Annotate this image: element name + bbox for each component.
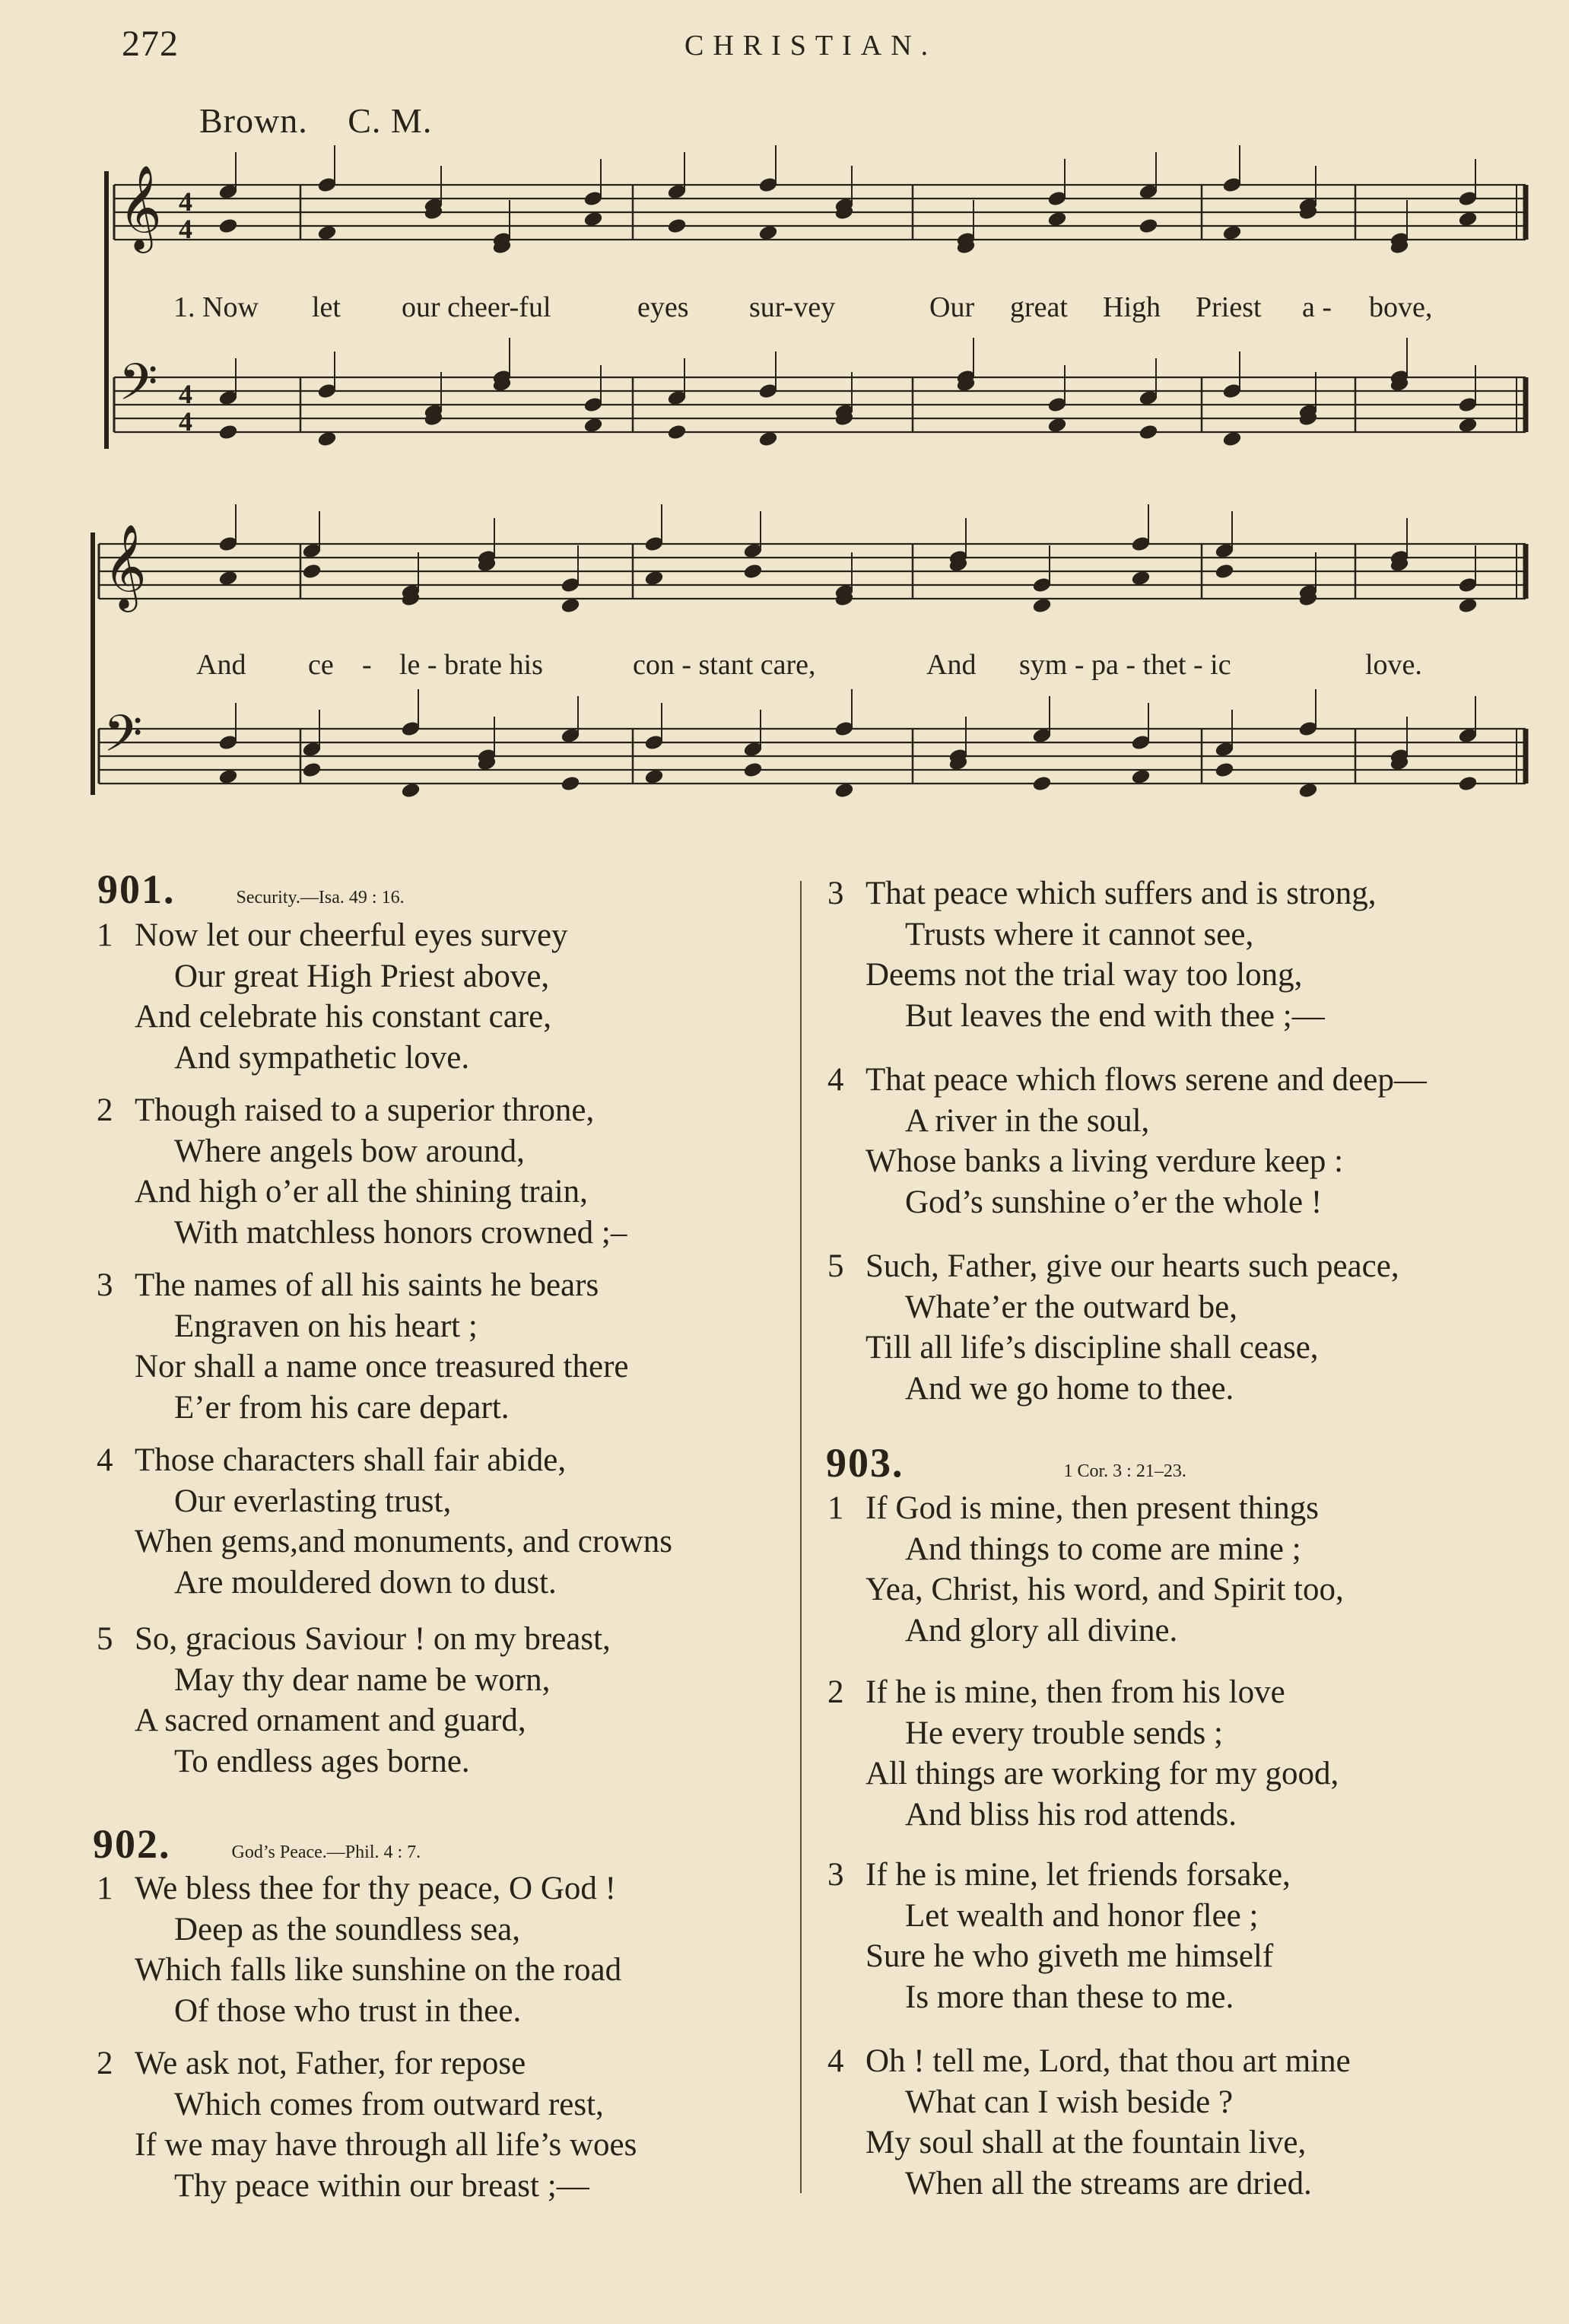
music-score [0, 0, 1569, 852]
hymn-number: 902. [93, 1821, 171, 1867]
stanza-line: Which falls like sunshine on the road [135, 1952, 622, 1988]
stanza-line: Of those who trust in thee. [174, 1992, 522, 2029]
stanza-line: And high o’er all the shining train, [135, 1174, 588, 1210]
stanza-line: God’s sunshine o’er the whole ! [905, 1184, 1323, 1220]
stanza-line: That peace which suffers and is strong, [865, 876, 1377, 911]
stanza-number: 3 [827, 876, 844, 911]
stanza-line: We bless thee for thy peace, O God ! [135, 1871, 616, 1906]
stanza-number: 2 [827, 1674, 844, 1710]
stanza-line: Though raised to a superior throne, [135, 1092, 595, 1128]
stanza-line: Are mouldered down to dust. [174, 1564, 557, 1601]
stanza-number: 1 [97, 917, 113, 953]
stanza-line: If he is mine, then from his love [865, 1674, 1285, 1710]
lyric-syllable: And [196, 649, 246, 681]
hymn-reference: 1 Cor. 3 : 21–23. [1063, 1461, 1186, 1481]
stanza-line: Those characters shall fair abide, [135, 1442, 567, 1478]
stanza-number: 3 [827, 1857, 844, 1893]
lyric-syllable: our cheer-ful [402, 291, 551, 323]
section-title: CHRISTIAN. [684, 30, 938, 62]
stanza-line: E’er from his care depart. [174, 1389, 510, 1426]
stanza-number: 5 [827, 1248, 844, 1284]
stanza-line: Till all life’s discipline shall cease, [865, 1330, 1319, 1365]
stanza-line: Engraven on his heart ; [174, 1308, 478, 1344]
lyric-syllable: Priest [1196, 291, 1262, 323]
stanza-line: And glory all divine. [905, 1612, 1178, 1648]
svg-text:4: 4 [179, 379, 192, 409]
svg-text:𝄞: 𝄞 [119, 164, 162, 250]
stanza-line: All things are working for my good, [865, 1756, 1339, 1791]
stanza-line: Our great High Priest above, [174, 958, 550, 994]
hymn-number: 903. [826, 1440, 904, 1486]
lyric-syllable: ce [308, 649, 334, 681]
stanza-line: And things to come are mine ; [905, 1531, 1301, 1567]
lyric-syllable: love. [1365, 649, 1422, 681]
stanza-line: With matchless honors crowned ;– [174, 1214, 627, 1251]
lyric-syllable: eyes [637, 291, 689, 323]
lyric-syllable: High [1103, 291, 1161, 323]
stanza-line: So, gracious Saviour ! on my breast, [135, 1621, 611, 1657]
lyric-syllable: Our [929, 291, 975, 323]
lyric-syllable: a - [1302, 291, 1332, 323]
stanza-line: If he is mine, let friends forsake, [865, 1857, 1291, 1893]
stanza-line: Which comes from outward rest, [174, 2086, 604, 2122]
stanza-line: Nor shall a name once treasured there [135, 1349, 629, 1385]
lyric-syllable: let [312, 291, 341, 323]
stanza-line: Thy peace within our breast ;— [174, 2167, 589, 2204]
stanza-line: And sympathetic love. [174, 1039, 470, 1076]
hymn-heading [93, 1820, 421, 1868]
svg-text:𝄢: 𝄢 [119, 353, 158, 424]
stanza-number: 3 [97, 1267, 113, 1303]
stanza-line: May thy dear name be worn, [174, 1661, 551, 1698]
stanza-line: Whose banks a living verdure keep : [865, 1143, 1344, 1179]
lyric-syllable: con - stant care, [633, 649, 816, 681]
hymn-number: 901. [97, 866, 176, 912]
lyrics-system-1 [0, 291, 1569, 326]
svg-text:4: 4 [179, 214, 192, 244]
stanza-line: If God is mine, then present things [865, 1490, 1319, 1526]
svg-text:𝄞: 𝄞 [103, 523, 147, 609]
hymn-reference: God’s Peace.—Phil. 4 : 7. [231, 1842, 421, 1862]
stanza-line: A river in the soul, [905, 1102, 1150, 1139]
lyric-syllable: le - brate his [399, 649, 543, 681]
lyric-syllable: And [926, 649, 977, 681]
stanza-number: 2 [97, 1092, 113, 1128]
lyric-syllable: 1. Now [173, 291, 259, 323]
stanza-line: Where angels bow around, [174, 1133, 525, 1169]
lyrics-system-2 [0, 648, 1569, 683]
stanza-line: We ask not, Father, for repose [135, 2046, 526, 2081]
stanza-line: And bliss his rod attends. [905, 1796, 1237, 1833]
stanza-line: Let wealth and honor flee ; [905, 1897, 1259, 1934]
stanza-line: Oh ! tell me, Lord, that thou art mine [865, 2043, 1351, 2079]
stanza-line: Such, Father, give our hearts such peace, [865, 1248, 1399, 1284]
stanza-line: My soul shall at the fountain live, [865, 2125, 1307, 2160]
stanza-number: 4 [827, 2043, 844, 2079]
stanza-line: If we may have through all life’s woes [135, 2127, 637, 2163]
lyric-syllable: sym - pa - thet - ic [1019, 649, 1231, 681]
lyric-syllable: great [1010, 291, 1068, 323]
svg-text:𝄢: 𝄢 [103, 704, 143, 775]
svg-text:4: 4 [179, 406, 192, 437]
lyric-syllable: bove, [1369, 291, 1433, 323]
stanza-line: And celebrate his constant care, [135, 999, 551, 1035]
stanza-line: A sacred ornament and guard, [135, 1702, 526, 1738]
stanza-line: When all the streams are dried. [905, 2165, 1312, 2202]
stanza-line: Deems not the trial way too long, [865, 957, 1303, 993]
stanza-number: 5 [97, 1621, 113, 1657]
stanza-line: Our everlasting trust, [174, 1483, 452, 1519]
stanza-line: But leaves the end with thee ;— [905, 997, 1325, 1034]
stanza-line: Is more than these to me. [905, 1979, 1234, 2015]
stanza-line: That peace which flows serene and deep— [865, 1062, 1427, 1098]
stanza-line: Deep as the soundless sea, [174, 1911, 520, 1947]
hymn-heading [97, 866, 405, 913]
stanza-number: 4 [97, 1442, 113, 1478]
stanza-number: 4 [827, 1062, 844, 1098]
stanza-line: To endless ages borne. [174, 1743, 470, 1779]
stanza-line: And we go home to thee. [905, 1370, 1234, 1407]
tune-meter: C. M. [348, 101, 433, 140]
stanza-line: When gems,and monuments, and crowns [135, 1524, 672, 1559]
tune-name: Brown. [199, 101, 308, 140]
stanza-line: Now let our cheerful eyes survey [135, 917, 568, 953]
page-number: 272 [122, 24, 179, 64]
stanza-line: What can I wish beside ? [905, 2084, 1234, 2120]
stanza-number: 2 [97, 2046, 113, 2081]
hymn-reference: Security.—Isa. 49 : 16. [236, 888, 405, 908]
stanza-line: Sure he who giveth me himself [865, 1938, 1274, 1974]
column-divider [800, 881, 802, 2193]
lyric-syllable: sur-vey [749, 291, 836, 323]
stanza-number: 1 [827, 1490, 844, 1526]
stanza-line: Yea, Christ, his word, and Spirit too, [865, 1572, 1344, 1607]
hymn-heading [826, 1439, 1186, 1486]
stanza-line: Trusts where it cannot see, [905, 916, 1254, 952]
stanza-line: The names of all his saints he bears [135, 1267, 599, 1303]
stanza-number: 1 [97, 1871, 113, 1906]
stanza-line: He every trouble sends ; [905, 1715, 1223, 1751]
lyric-syllable: - [362, 649, 372, 681]
svg-text:4: 4 [179, 186, 192, 217]
stanza-line: Whate’er the outward be, [905, 1289, 1237, 1325]
